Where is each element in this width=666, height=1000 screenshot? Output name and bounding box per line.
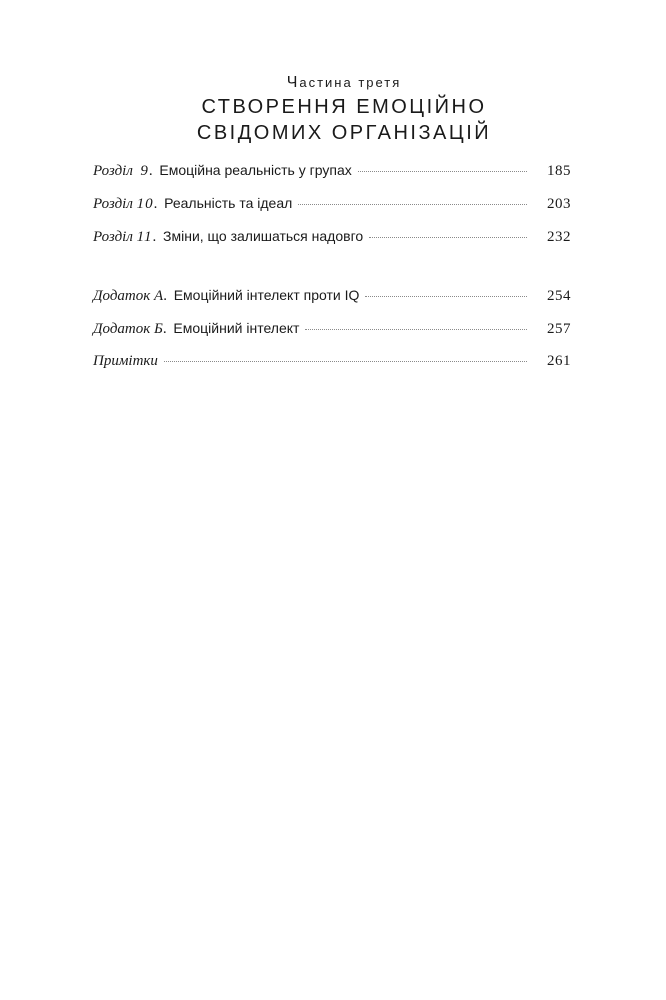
separator: . [148, 163, 153, 179]
chapter-number: 11 [136, 229, 153, 245]
page-number: 203 [547, 196, 571, 212]
page-number: 185 [547, 163, 571, 179]
part-header [0, 72, 666, 146]
chapter-word: Розділ [93, 196, 133, 212]
separator: . [153, 196, 158, 212]
toc-entry-appendix-a[interactable] [93, 285, 571, 318]
toc-entry-label [93, 160, 352, 181]
chapter-title: Реальність та ідеал [164, 195, 293, 211]
dot-leader [369, 237, 527, 238]
dot-leader [305, 329, 527, 330]
appendix-label: Додаток Б [93, 321, 163, 337]
toc-entry-notes[interactable] [93, 351, 571, 384]
toc-entry-chapter-9[interactable] [93, 160, 571, 193]
toc-entry-label [93, 318, 299, 339]
chapter-title: Емоційна реальність у групах [159, 162, 352, 178]
chapter-word: Розділ [93, 163, 133, 179]
chapters-group [93, 160, 571, 259]
page-number: 254 [547, 288, 571, 304]
chapter-number: 10 [136, 196, 154, 212]
page-number: 261 [547, 353, 571, 369]
part-label-rest: астина третя [299, 75, 402, 90]
chapter-number: 9 [140, 163, 149, 179]
separator: . [162, 321, 167, 337]
toc-entry-label [93, 351, 158, 371]
toc-entry-chapter-10[interactable] [93, 193, 571, 226]
page-number: 257 [547, 321, 571, 337]
separator: . [163, 288, 167, 304]
page-number: 232 [547, 229, 571, 245]
chapter-word: Розділ [93, 229, 133, 245]
dot-leader [298, 204, 527, 205]
chapter-title: Зміни, що залишаться надовго [163, 228, 364, 244]
notes-label: Примітки [93, 353, 158, 369]
appendix-title: Емоційний інтелект [173, 320, 300, 336]
appendix-label: Додаток А [93, 288, 164, 304]
appendix-title: Емоційний інтелект проти IQ [173, 287, 360, 303]
separator: . [152, 229, 157, 245]
dot-leader [365, 296, 527, 297]
part-label [22, 72, 666, 94]
table-of-contents [93, 160, 571, 384]
toc-entry-chapter-11[interactable] [93, 226, 571, 259]
dot-leader [164, 361, 527, 362]
toc-entry-appendix-b[interactable] [93, 318, 571, 351]
toc-entry-label [93, 226, 363, 247]
appendices-group [93, 285, 571, 384]
part-title-line-2: СВІДОМИХ ОРГАНІЗАЦІЙ [196, 122, 492, 144]
dot-leader [358, 171, 527, 172]
toc-entry-label [93, 193, 292, 214]
toc-entry-label [93, 285, 359, 306]
part-label-initial: Ч [286, 74, 300, 91]
part-title-line-1: СТВОРЕННЯ ЕМОЦІЙНО [201, 96, 487, 118]
